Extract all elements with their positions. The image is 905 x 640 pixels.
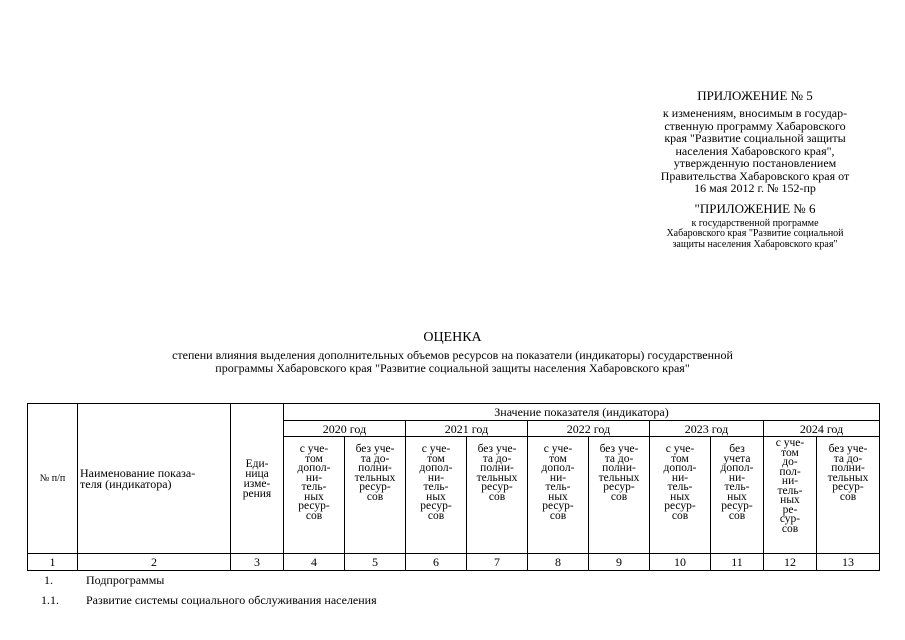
column-number: 5 <box>345 554 406 571</box>
header-text-line: сов <box>366 490 384 503</box>
header-text-line: с уче- <box>543 443 573 455</box>
header-year-2024: 2024 год <box>764 421 880 437</box>
header-text-line: полни- <box>358 462 392 474</box>
header-text-line: ни- <box>427 471 445 484</box>
header-text-line: тельных <box>476 471 518 484</box>
header-text-line: без уче- <box>355 443 395 455</box>
header-without-resources <box>589 437 650 554</box>
header-text-line: с уче- <box>299 443 329 455</box>
header-without-resources <box>467 437 528 554</box>
column-number: 10 <box>650 554 711 571</box>
header-text-line: полни- <box>480 462 514 474</box>
header-text-line: сов <box>305 509 323 522</box>
header-text-line: допол- <box>297 462 331 474</box>
list-item <box>0 592 905 608</box>
header-text-line: тель- <box>423 481 449 493</box>
header-without-resources <box>345 437 406 554</box>
header-text-line: ресур- <box>603 481 635 493</box>
appendix-6-line: к государственной программе <box>691 217 819 229</box>
header-text-line: сов <box>781 522 799 535</box>
header-with-resources <box>650 437 711 554</box>
header-text-line: тель- <box>545 481 571 493</box>
header-text-line: тель- <box>777 484 803 497</box>
row-title: Развитие системы социального обслуживания населения <box>86 593 377 607</box>
header-indicator-value: Значение показателя (индикатора) <box>284 404 880 421</box>
column-number: 3 <box>231 554 284 571</box>
header-text-line: тельных <box>598 471 640 484</box>
appendix-5-line: Правительства Хабаровского края от <box>660 168 850 183</box>
appendix-6-line: Хабаровского края "Развитие социальной <box>666 228 844 239</box>
appendix-5-line: утвержденную постановлением <box>673 156 837 170</box>
header-with-resources <box>528 437 589 554</box>
header-year-2023: 2023 год <box>650 421 764 437</box>
header-text-line: та до- <box>360 452 390 465</box>
appendix-5-line: ственную программу Хабаровского <box>664 118 846 133</box>
header-text-line: ни- <box>728 471 746 484</box>
header-with-resources <box>406 437 467 554</box>
header-text-line: ни- <box>549 471 567 484</box>
header-text-line: пол- <box>779 465 801 478</box>
header-text-line: сов <box>671 509 689 522</box>
header-text-line: с уче- <box>665 443 695 455</box>
column-number: 13 <box>817 554 880 571</box>
header-text-line: ресур- <box>359 481 391 493</box>
header-text-line: сов <box>839 490 857 503</box>
header-text-line: ных <box>670 490 690 503</box>
header-name-line: Наименование показа- <box>80 465 196 480</box>
header-text-line: без уче- <box>477 443 517 455</box>
document-subtitle-line-1: степени влияния выделения дополнительных объемов ресурсов на показатели (индикаторы) государственной <box>172 348 733 362</box>
appendix-6-line: защиты населения Хабаровского края" <box>672 238 838 250</box>
header-npp: № п/п <box>28 404 78 554</box>
appendix-6-text <box>620 219 890 251</box>
header-text-line: ресур- <box>832 481 864 493</box>
appendix-5-text <box>620 107 890 195</box>
header-text-line: полни- <box>602 462 636 474</box>
column-number: 9 <box>589 554 650 571</box>
appendix-5-line: к изменениям, вносимым в государ- <box>662 106 848 120</box>
column-number: 1 <box>28 554 78 571</box>
header-text-line: допол- <box>663 462 697 474</box>
header-text-line: сур- <box>779 513 801 525</box>
header-text-line: том <box>549 452 567 465</box>
header-text-line: том <box>781 446 799 459</box>
document-title: ОЦЕНКА <box>423 330 482 345</box>
header-indicator-name <box>78 404 231 554</box>
column-numbers-row <box>28 554 880 571</box>
header-text-line: тельных <box>827 471 869 484</box>
header-with-resources <box>284 437 345 554</box>
column-number: 2 <box>78 554 231 571</box>
header-unit-line: рения <box>242 487 272 500</box>
header-text-line: без уче- <box>828 443 868 455</box>
header-year-2020: 2020 год <box>284 421 406 437</box>
header-unit-line: изме- <box>243 477 271 490</box>
header-text-line: с уче- <box>421 443 451 455</box>
header-text-line: ни- <box>671 471 689 484</box>
header-text-line: тель- <box>667 481 693 493</box>
header-text-line: ресур- <box>664 500 696 512</box>
appendix-5-title: ПРИЛОЖЕНИЕ № 5 <box>697 88 813 103</box>
column-number: 8 <box>528 554 589 571</box>
header-text-line: допол- <box>541 462 575 474</box>
header-text-line: ресур- <box>721 500 753 512</box>
header-text-line: сов <box>488 490 506 503</box>
row-number: 1. <box>44 573 53 587</box>
appendix-5-line: края "Развитие социальной защиты <box>664 131 846 145</box>
header-text-line: та до- <box>833 452 863 465</box>
column-number: 7 <box>467 554 528 571</box>
row-number: 1.1. <box>41 593 59 607</box>
header-text-line: том <box>427 452 445 465</box>
header-text-line: ных <box>727 490 747 503</box>
header-text-line: ных <box>426 490 446 503</box>
list-item <box>0 572 905 588</box>
column-number: 4 <box>284 554 345 571</box>
header-with-resources <box>764 437 817 554</box>
header-text-line: ных <box>780 494 800 506</box>
column-number: 6 <box>406 554 467 571</box>
header-without-resources <box>711 437 764 554</box>
header-year-2021: 2021 год <box>406 421 528 437</box>
header-text-line: до- <box>782 456 798 468</box>
header-text-line: ре- <box>782 503 798 516</box>
header-text-line: без <box>729 443 745 455</box>
header-unit <box>231 404 284 554</box>
header-text-line: сов <box>427 509 445 522</box>
header-text-line: тель- <box>724 481 750 493</box>
header-text-line: та до- <box>482 452 512 465</box>
header-name-line: теля (индикатора) <box>80 476 172 491</box>
column-number: 12 <box>764 554 817 571</box>
header-text-line: ных <box>548 490 568 503</box>
header-text-line: тель- <box>301 481 327 493</box>
header-text-line: ресур- <box>542 500 574 512</box>
header-unit-line: ница <box>245 467 269 480</box>
header-text-line: том <box>671 452 689 465</box>
header-text-line: ни- <box>305 471 323 484</box>
header-text-line: тельных <box>354 471 396 484</box>
header-text-line: ни- <box>781 475 799 487</box>
appendix-5-line: 16 мая 2012 г. № 152-пр <box>694 181 816 195</box>
header-text-line: сов <box>728 509 746 522</box>
header-text-line: сов <box>549 509 567 522</box>
appendix-block <box>620 88 890 250</box>
header-text-line: учета <box>723 452 751 465</box>
header-text-line: ных <box>304 490 324 503</box>
header-text-line: ресур- <box>298 500 330 512</box>
header-text-line: допол- <box>720 462 754 474</box>
header-text-line: без уче- <box>599 443 639 455</box>
header-text-line: допол- <box>419 462 453 474</box>
header-text-line: ресур- <box>481 481 513 493</box>
header-text-line: с уче- <box>775 437 805 449</box>
header-text-line: том <box>305 452 323 465</box>
header-text-line: ресур- <box>420 500 452 512</box>
header-text-line: полни- <box>831 462 865 474</box>
appendix-6-title: "ПРИЛОЖЕНИЕ № 6 <box>694 200 816 216</box>
header-unit-line: Еди- <box>245 457 269 470</box>
header-text-line: сов <box>610 490 628 503</box>
indicators-table <box>27 403 880 571</box>
appendix-5-line: населения Хабаровского края", <box>675 143 835 158</box>
column-number: 11 <box>711 554 764 571</box>
header-without-resources <box>817 437 880 554</box>
row-title: Подпрограммы <box>86 573 165 587</box>
header-text-line: та до- <box>604 452 634 465</box>
document-subtitle-line-2: программы Хабаровского края "Развитие социальной защиты населения Хабаровского края" <box>215 361 690 375</box>
header-year-2022: 2022 год <box>528 421 650 437</box>
